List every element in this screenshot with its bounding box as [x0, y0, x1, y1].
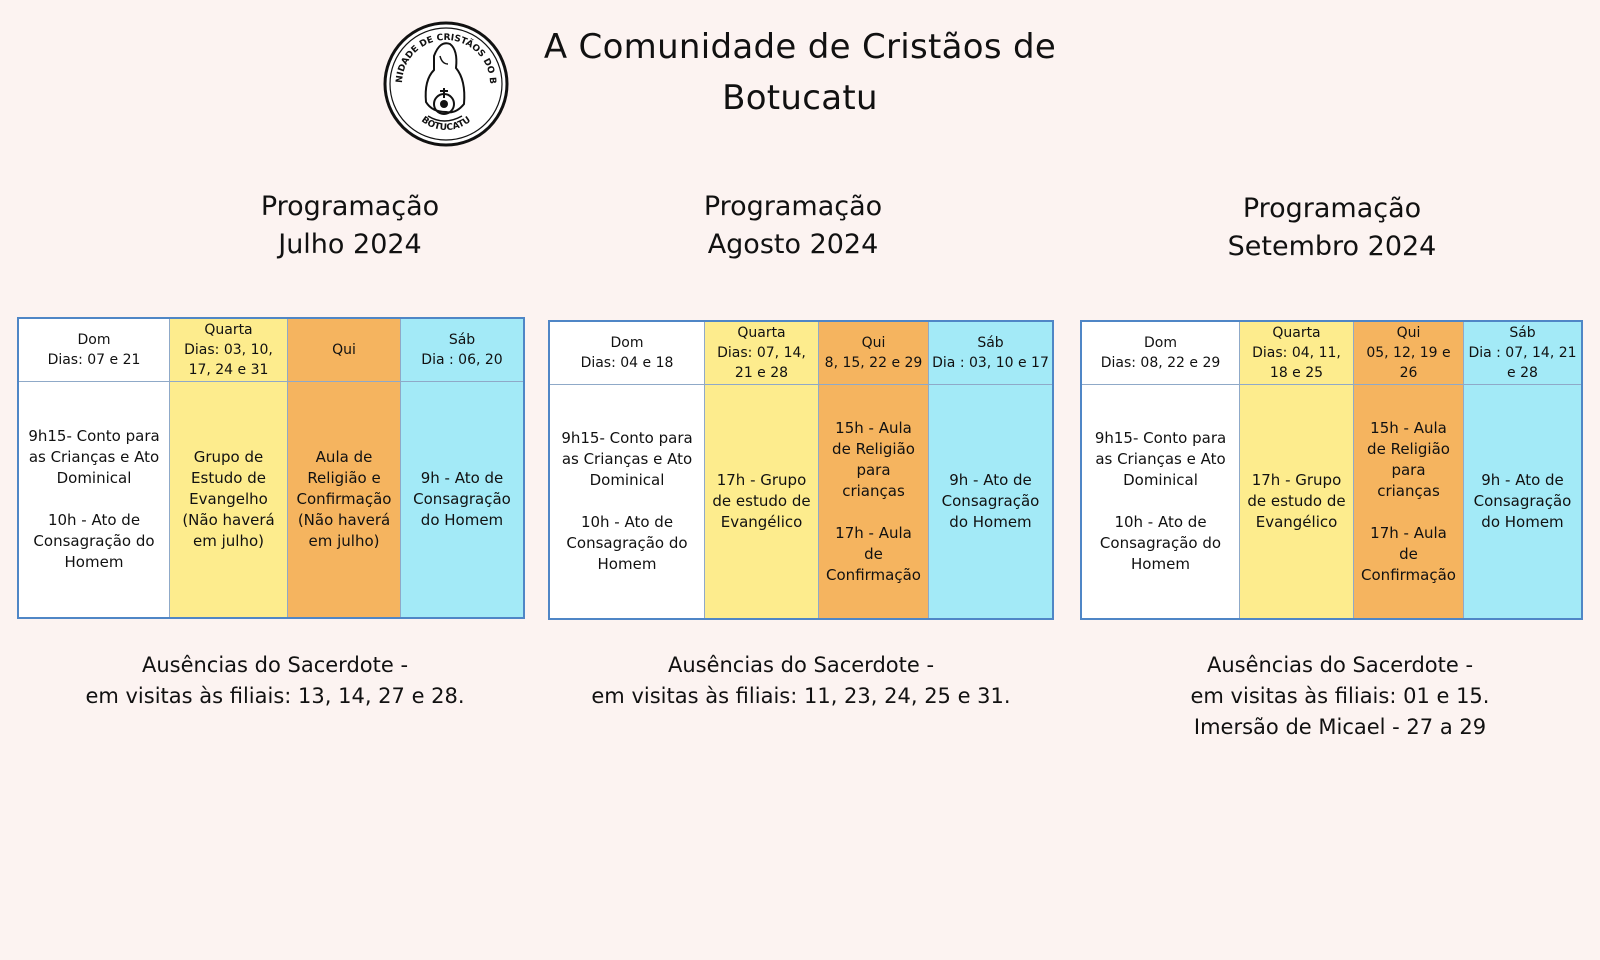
day-dates: Dias: 04 e 18	[580, 355, 674, 371]
day-dates: Dias: 04, 11, 18 e 25	[1252, 345, 1341, 381]
month-heading-september	[1172, 190, 1492, 266]
day-label: Quarta	[204, 322, 253, 338]
day-label: Dom	[77, 332, 111, 348]
schedule-column-sab	[401, 319, 523, 617]
column-body: Grupo de Estudo de Evangelho (Não haverá em julho)	[182, 448, 275, 550]
column-header	[1240, 322, 1353, 385]
month-heading-line-1: Programação	[1242, 193, 1422, 224]
schedule-column-quarta	[705, 322, 819, 618]
column-body: Aula de Religião e Confirmação (Não haverá em julho)	[296, 448, 392, 550]
schedule-column-qui	[288, 319, 401, 617]
day-label: Qui	[1396, 325, 1421, 341]
column-header	[19, 319, 169, 382]
column-header	[929, 322, 1052, 385]
column-header	[1082, 322, 1239, 385]
day-dates: Dia : 03, 10 e 17	[932, 355, 1049, 371]
column-body: 9h15- Conto para as Crianças e Ato Dominical 10h - Ato de Consagração do Homem	[1094, 429, 1227, 573]
column-header	[401, 319, 523, 382]
day-dates: Dias: 03, 10, 17, 24 e 31	[184, 342, 273, 378]
svg-text:BOTUCATU: BOTUCATU	[419, 115, 473, 134]
day-dates: Dias: 07, 14, 21 e 28	[717, 345, 806, 381]
page-title-line-1: A Comunidade de Cristãos de	[543, 27, 1057, 67]
schedule-column-dom	[550, 322, 705, 618]
day-label: Qui	[861, 335, 886, 351]
day-dates: 8, 15, 22 e 29	[824, 355, 923, 371]
schedule-column-sab	[929, 322, 1052, 618]
day-label: Qui	[332, 342, 356, 358]
day-label: Sáb	[1509, 325, 1536, 341]
day-label: Sáb	[448, 332, 476, 348]
column-body: 9h15- Conto para as Crianças e Ato Dominical 10h - Ato de Consagração do Homem	[28, 427, 160, 571]
month-heading-line-1: Programação	[703, 191, 883, 222]
month-heading-july	[190, 188, 510, 264]
month-heading-line-2: Julho 2024	[278, 229, 422, 260]
month-heading-line-1: Programação	[260, 191, 440, 222]
column-header	[1464, 322, 1581, 385]
schedule-table-september	[1080, 320, 1583, 620]
day-dates: 05, 12, 19 e 26	[1366, 345, 1451, 381]
schedule-column-qui	[819, 322, 929, 618]
column-body: 9h - Ato de Consagração do Homem	[413, 469, 511, 529]
column-header	[819, 322, 928, 385]
schedule-column-sab	[1464, 322, 1581, 618]
month-heading-line-2: Agosto 2024	[707, 229, 879, 260]
day-dates: Dias: 08, 22 e 29	[1100, 355, 1221, 371]
column-body: 15h - Aula de Religião para crianças 17h - Aula de Confirmação	[826, 418, 921, 584]
column-body: 9h15- Conto para as Crianças e Ato Dominical 10h - Ato de Consagração do Homem	[561, 429, 693, 573]
priest-absences-august: Ausências do Sacerdote - em visitas às filiais: 11, 23, 24, 25 e 31.	[591, 653, 1011, 708]
month-heading-august	[633, 188, 953, 264]
column-header	[1354, 322, 1463, 385]
column-body: 9h - Ato de Consagração do Homem	[1473, 471, 1572, 531]
day-label: Quarta	[1272, 325, 1321, 341]
column-header	[550, 322, 704, 385]
month-heading-line-2: Setembro 2024	[1227, 231, 1437, 262]
column-body: 9h - Ato de Consagração do Homem	[941, 471, 1040, 531]
schedule-column-quarta	[170, 319, 288, 617]
svg-text:COMUNIDADE DE CRISTÃOS DO BRAS: NIDADE DE CRISTÃOS DO B	[394, 32, 498, 85]
schedule-column-dom	[1082, 322, 1240, 618]
priest-absences-july: Ausências do Sacerdote - em visitas às filiais: 13, 14, 27 e 28.	[85, 653, 465, 708]
community-logo	[382, 20, 510, 148]
day-dates: Dias: 07 e 21	[47, 352, 141, 368]
column-header	[170, 319, 287, 382]
day-label: Dom	[610, 335, 644, 351]
schedule-table-august	[548, 320, 1054, 620]
page-title	[535, 22, 1065, 124]
column-body: 15h - Aula de Religião para crianças 17h - Aula de Confirmação	[1361, 418, 1456, 584]
day-label: Dom	[1144, 335, 1177, 351]
schedule-table-july	[17, 317, 525, 619]
day-label: Sáb	[977, 335, 1004, 351]
schedule-column-qui	[1354, 322, 1464, 618]
day-label: Quarta	[737, 325, 786, 341]
day-dates: Dia : 06, 20	[421, 352, 503, 368]
day-dates: Dia : 07, 14, 21 e 28	[1468, 345, 1577, 381]
column-body: 17h - Grupo de estudo de Evangélico	[712, 471, 811, 531]
schedule-column-quarta	[1240, 322, 1354, 618]
column-header	[705, 322, 818, 385]
column-header	[288, 319, 400, 382]
column-body: 17h - Grupo de estudo de Evangélico	[1247, 471, 1346, 531]
page-title-line-2: Botucatu	[722, 78, 878, 118]
priest-absences-september: Ausências do Sacerdote - em visitas às filiais: 01 e 15. Imersão de Micael - 27 a 29	[1190, 653, 1490, 739]
schedule-column-dom	[19, 319, 170, 617]
